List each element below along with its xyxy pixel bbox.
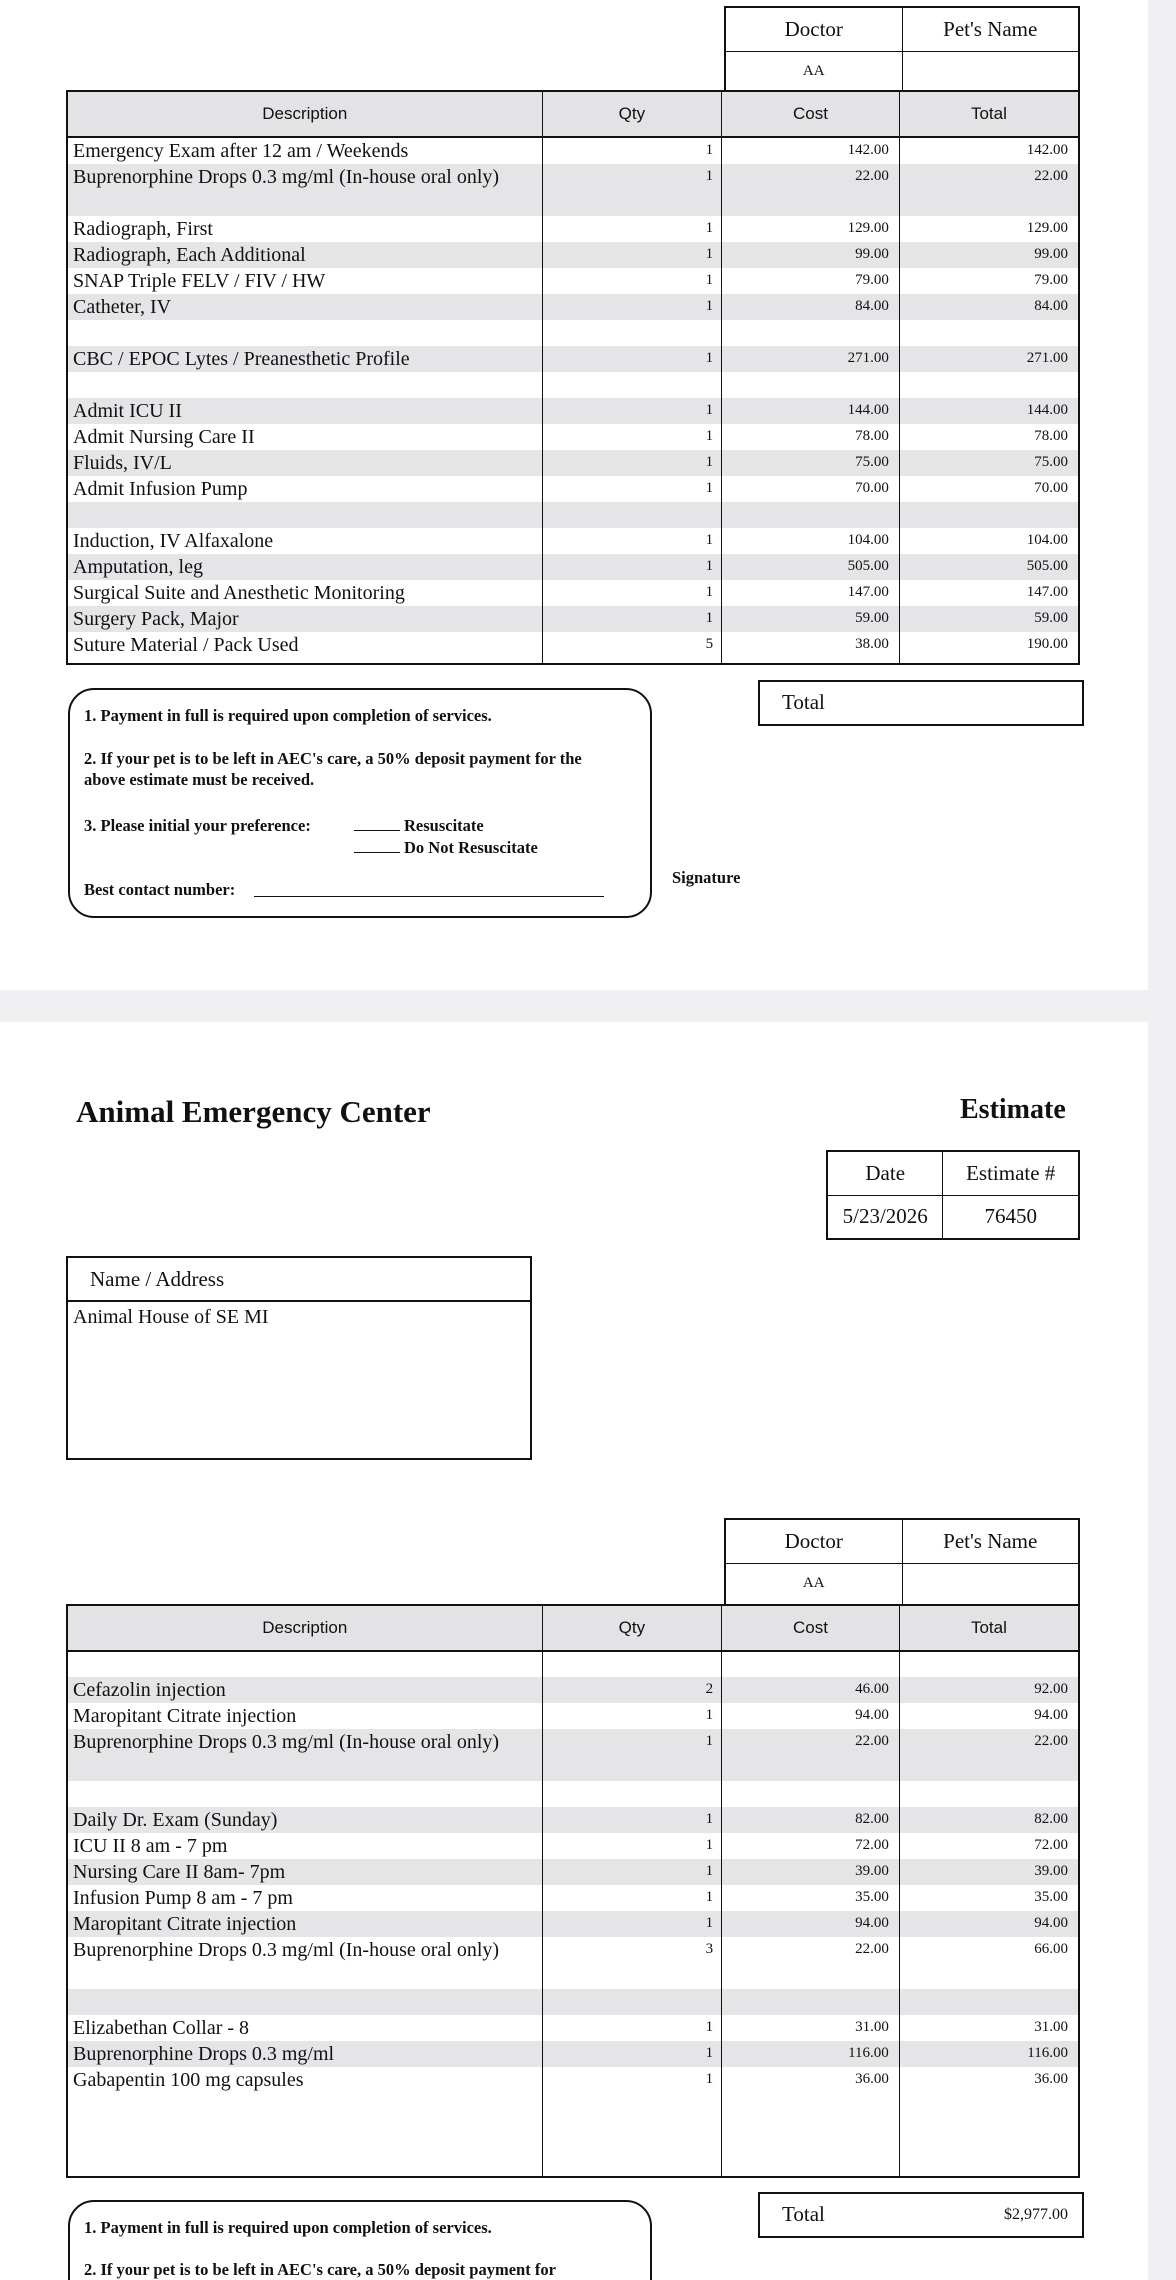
item-cost	[722, 372, 900, 398]
item-qty	[542, 1651, 722, 1677]
item-cost: 72.00	[722, 1833, 900, 1859]
item-qty: 1	[542, 424, 722, 450]
pet-name-label: Pet's Name	[902, 7, 1079, 51]
item-total: 78.00	[1034, 428, 1068, 444]
table-row	[67, 164, 1079, 216]
item-cost: 22.00	[722, 164, 900, 216]
item-description: Radiograph, Each Additional	[67, 242, 542, 268]
item-total: 99.00	[1034, 246, 1068, 262]
table-row	[67, 1911, 1079, 1937]
item-cost: 31.00	[722, 2015, 900, 2041]
item-total: 271.00	[1026, 350, 1068, 366]
item-cost: 79.00	[722, 268, 900, 294]
item-total: 39.00	[1034, 1863, 1068, 1879]
item-description: Infusion Pump 8 am - 7 pm	[67, 1885, 542, 1911]
item-cost: 38.00	[722, 632, 900, 658]
col-qty: Qty	[542, 1605, 722, 1651]
spacer-row	[67, 1781, 1079, 1807]
item-qty: 1	[542, 2067, 722, 2093]
table-row	[67, 450, 1079, 476]
total-box	[758, 2192, 1084, 2238]
item-total: 66.00	[1034, 1941, 1068, 1957]
item-total	[899, 1781, 1079, 1807]
table-row	[67, 580, 1079, 606]
item-qty: 1	[542, 554, 722, 580]
item-description	[67, 1989, 542, 2015]
table-row	[67, 1677, 1079, 1703]
line-items-table	[66, 90, 1080, 665]
item-cost: 82.00	[722, 1807, 900, 1833]
item-qty: 1	[542, 1859, 722, 1885]
item-total: 35.00	[1034, 1889, 1068, 1905]
item-description: Fluids, IV/L	[67, 450, 542, 476]
total-label: Total	[782, 2202, 825, 2226]
table-row	[67, 424, 1079, 450]
item-qty: 5	[542, 632, 722, 658]
item-cost: 22.00	[722, 1729, 900, 1781]
item-cost: 144.00	[722, 398, 900, 424]
item-qty: 1	[542, 528, 722, 554]
table-row	[67, 2041, 1079, 2067]
total-label: Total	[782, 690, 825, 714]
item-total: 79.00	[1034, 272, 1068, 288]
item-description: Buprenorphine Drops 0.3 mg/ml (In-house oral only)	[67, 1937, 542, 1989]
item-description: Amputation, leg	[67, 554, 542, 580]
name-address-value: Animal House of SE MI	[73, 1306, 269, 1328]
col-cost: Cost	[722, 1605, 900, 1651]
item-description: Admit ICU II	[67, 398, 542, 424]
item-cost: 505.00	[722, 554, 900, 580]
item-qty: 1	[542, 294, 722, 320]
col-total: Total	[899, 1605, 1079, 1651]
item-total: 36.00	[1034, 2071, 1068, 2087]
item-qty: 1	[542, 1911, 722, 1937]
spacer-row	[67, 320, 1079, 346]
item-total: 104.00	[1026, 532, 1068, 548]
item-total: 82.00	[1034, 1811, 1068, 1827]
item-cost: 59.00	[722, 606, 900, 632]
table-row	[67, 346, 1079, 372]
estimate-number-label: Estimate #	[943, 1151, 1079, 1195]
item-description: Buprenorphine Drops 0.3 mg/ml	[67, 2041, 542, 2067]
item-description: Admit Infusion Pump	[67, 476, 542, 502]
terms-box	[68, 2200, 652, 2280]
item-qty	[542, 1989, 722, 2015]
term-preference: 3. Please initial your preference:	[84, 816, 311, 835]
item-qty: 1	[542, 1885, 722, 1911]
item-description: Elizabethan Collar - 8	[67, 2015, 542, 2041]
item-cost: 104.00	[722, 528, 900, 554]
item-cost	[722, 1781, 900, 1807]
item-qty: 1	[542, 242, 722, 268]
item-qty: 1	[542, 137, 722, 164]
item-description: Emergency Exam after 12 am / Weekends	[67, 137, 542, 164]
estimate-number-value: 76450	[943, 1195, 1079, 1239]
spacer-row	[67, 502, 1079, 528]
item-total: 84.00	[1034, 298, 1068, 314]
item-cost: 39.00	[722, 1859, 900, 1885]
item-cost: 129.00	[722, 216, 900, 242]
item-total: 59.00	[1034, 610, 1068, 626]
doctor-label: Doctor	[725, 1519, 902, 1563]
item-description: SNAP Triple FELV / FIV / HW	[67, 268, 542, 294]
total-value: $2,977.00	[1004, 2206, 1068, 2223]
item-total: 129.00	[1026, 220, 1068, 236]
item-description: CBC / EPOC Lytes / Preanesthetic Profile	[67, 346, 542, 372]
table-row	[67, 632, 1079, 658]
item-total	[899, 320, 1079, 346]
item-total: 94.00	[1034, 1915, 1068, 1931]
item-cost: 36.00	[722, 2067, 900, 2093]
resuscitate-initial-line[interactable]	[354, 830, 400, 831]
item-total: 190.00	[1026, 636, 1068, 652]
item-cost: 35.00	[722, 1885, 900, 1911]
item-description: Admit Nursing Care II	[67, 424, 542, 450]
table-row	[67, 137, 1079, 164]
item-cost: 99.00	[722, 242, 900, 268]
table-row	[67, 1885, 1079, 1911]
item-cost: 22.00	[722, 1937, 900, 1989]
item-qty: 1	[542, 1807, 722, 1833]
item-cost	[722, 320, 900, 346]
table-row	[67, 2015, 1079, 2041]
signature-label: Signature	[672, 868, 741, 887]
item-qty	[542, 372, 722, 398]
line-items-table-2	[66, 1604, 1080, 2178]
item-qty	[542, 502, 722, 528]
company-name: Animal Emergency Center	[76, 1094, 431, 1129]
item-qty: 1	[542, 2041, 722, 2067]
pet-name-label: Pet's Name	[902, 1519, 1079, 1563]
term-deposit: 2. If your pet is to be left in AEC's care, a 50% deposit payment for the above estimate must be received.	[84, 749, 582, 789]
dnr-initial-line[interactable]	[354, 852, 400, 853]
item-qty: 3	[542, 1937, 722, 1989]
item-total	[899, 502, 1079, 528]
item-total: 505.00	[1026, 558, 1068, 574]
item-cost: 142.00	[722, 137, 900, 164]
table-row	[67, 1937, 1079, 1989]
item-description: Surgical Suite and Anesthetic Monitoring	[67, 580, 542, 606]
item-description: Surgery Pack, Major	[67, 606, 542, 632]
item-description	[67, 372, 542, 398]
item-total: 22.00	[1034, 1733, 1068, 1749]
item-cost	[722, 1651, 900, 1677]
estimate-page-1	[0, 0, 1148, 990]
filler-row	[67, 2093, 1079, 2177]
item-total: 22.00	[1034, 168, 1068, 184]
col-qty: Qty	[542, 91, 722, 137]
item-qty: 1	[542, 346, 722, 372]
item-qty: 1	[542, 1729, 722, 1781]
item-total: 31.00	[1034, 2019, 1068, 2035]
item-description: Maropitant Citrate injection	[67, 1703, 542, 1729]
item-cost: 70.00	[722, 476, 900, 502]
item-qty: 1	[542, 580, 722, 606]
name-address-label: Name / Address	[68, 1258, 530, 1302]
item-description: Daily Dr. Exam (Sunday)	[67, 1807, 542, 1833]
item-total	[899, 1989, 1079, 2015]
date-value: 5/23/2026	[827, 1195, 943, 1239]
item-total: 92.00	[1034, 1681, 1068, 1697]
item-total: 75.00	[1034, 454, 1068, 470]
doctor-pet-header-2	[724, 1518, 1080, 1606]
document-title: Estimate	[960, 1094, 1066, 1125]
option-resuscitate: Resuscitate	[404, 816, 484, 835]
doctor-value: AA	[725, 51, 902, 93]
table-row	[67, 242, 1079, 268]
item-description: Maropitant Citrate injection	[67, 1911, 542, 1937]
item-qty: 1	[542, 606, 722, 632]
item-qty: 2	[542, 1677, 722, 1703]
item-qty	[542, 1781, 722, 1807]
item-description: Catheter, IV	[67, 294, 542, 320]
item-qty: 1	[542, 1703, 722, 1729]
item-description	[67, 502, 542, 528]
item-cost: 84.00	[722, 294, 900, 320]
table-row	[67, 268, 1079, 294]
item-cost: 116.00	[722, 2041, 900, 2067]
item-description: Gabapentin 100 mg capsules	[67, 2067, 542, 2093]
table-row	[67, 554, 1079, 580]
item-cost	[722, 502, 900, 528]
item-description: Suture Material / Pack Used	[67, 632, 542, 658]
term-deposit: 2. If your pet is to be left in AEC's care, a 50% deposit payment for	[84, 2260, 556, 2279]
item-total: 144.00	[1026, 402, 1068, 418]
item-description	[67, 320, 542, 346]
item-qty: 1	[542, 476, 722, 502]
item-description: Buprenorphine Drops 0.3 mg/ml (In-house oral only)	[67, 164, 542, 216]
item-cost	[722, 1989, 900, 2015]
pet-name-value	[902, 51, 1079, 93]
terms-box	[68, 688, 652, 918]
estimate-page-2	[0, 1022, 1148, 2280]
table-row	[67, 1807, 1079, 1833]
item-qty: 1	[542, 398, 722, 424]
col-cost: Cost	[722, 91, 900, 137]
name-address-box	[66, 1256, 532, 1460]
item-description	[67, 1651, 542, 1677]
item-total: 116.00	[1027, 2045, 1068, 2061]
col-total: Total	[899, 91, 1079, 137]
col-description: Description	[67, 91, 542, 137]
option-do-not-resuscitate: Do Not Resuscitate	[404, 838, 538, 857]
item-qty: 1	[542, 2015, 722, 2041]
table-row	[67, 1833, 1079, 1859]
doctor-value: AA	[725, 1563, 902, 1605]
table-row	[67, 294, 1079, 320]
total-box	[758, 680, 1084, 726]
contact-number-label: Best contact number:	[84, 880, 236, 899]
doctor-label: Doctor	[725, 7, 902, 51]
item-qty: 1	[542, 268, 722, 294]
table-row	[67, 1729, 1079, 1781]
contact-number-line[interactable]	[254, 896, 604, 897]
item-description: Cefazolin injection	[67, 1677, 542, 1703]
item-description: Radiograph, First	[67, 216, 542, 242]
item-total: 70.00	[1034, 480, 1068, 496]
item-total: 142.00	[1026, 142, 1068, 158]
item-cost: 46.00	[722, 1677, 900, 1703]
table-row	[67, 1859, 1079, 1885]
spacer-row	[67, 1989, 1079, 2015]
term-payment: 1. Payment in full is required upon completion of services.	[84, 2218, 492, 2237]
item-description: Induction, IV Alfaxalone	[67, 528, 542, 554]
table-row	[67, 398, 1079, 424]
date-label: Date	[827, 1151, 943, 1195]
item-total: 72.00	[1034, 1837, 1068, 1853]
col-description: Description	[67, 1605, 542, 1651]
doctor-pet-header	[724, 6, 1080, 94]
filler-row	[67, 658, 1079, 664]
date-estimate-box	[826, 1150, 1080, 1240]
table-row	[67, 1703, 1079, 1729]
item-qty: 1	[542, 216, 722, 242]
item-description: Nursing Care II 8am- 7pm	[67, 1859, 542, 1885]
item-description	[67, 1781, 542, 1807]
spacer-row	[67, 1651, 1079, 1677]
item-cost: 271.00	[722, 346, 900, 372]
item-total	[899, 1651, 1079, 1677]
pet-name-value	[902, 1563, 1079, 1605]
item-cost: 75.00	[722, 450, 900, 476]
item-qty: 1	[542, 164, 722, 216]
item-total	[899, 372, 1079, 398]
item-description: ICU II 8 am - 7 pm	[67, 1833, 542, 1859]
spacer-row	[67, 372, 1079, 398]
table-row	[67, 476, 1079, 502]
item-description: Buprenorphine Drops 0.3 mg/ml (In-house oral only)	[67, 1729, 542, 1781]
table-row	[67, 216, 1079, 242]
item-qty: 1	[542, 450, 722, 476]
item-total: 94.00	[1034, 1707, 1068, 1723]
table-row	[67, 528, 1079, 554]
item-cost: 94.00	[722, 1703, 900, 1729]
item-cost: 147.00	[722, 580, 900, 606]
table-row	[67, 2067, 1079, 2093]
item-cost: 78.00	[722, 424, 900, 450]
item-total: 147.00	[1026, 584, 1068, 600]
term-payment: 1. Payment in full is required upon completion of services.	[84, 706, 492, 725]
item-qty: 1	[542, 1833, 722, 1859]
table-row	[67, 606, 1079, 632]
item-qty	[542, 320, 722, 346]
item-cost: 94.00	[722, 1911, 900, 1937]
